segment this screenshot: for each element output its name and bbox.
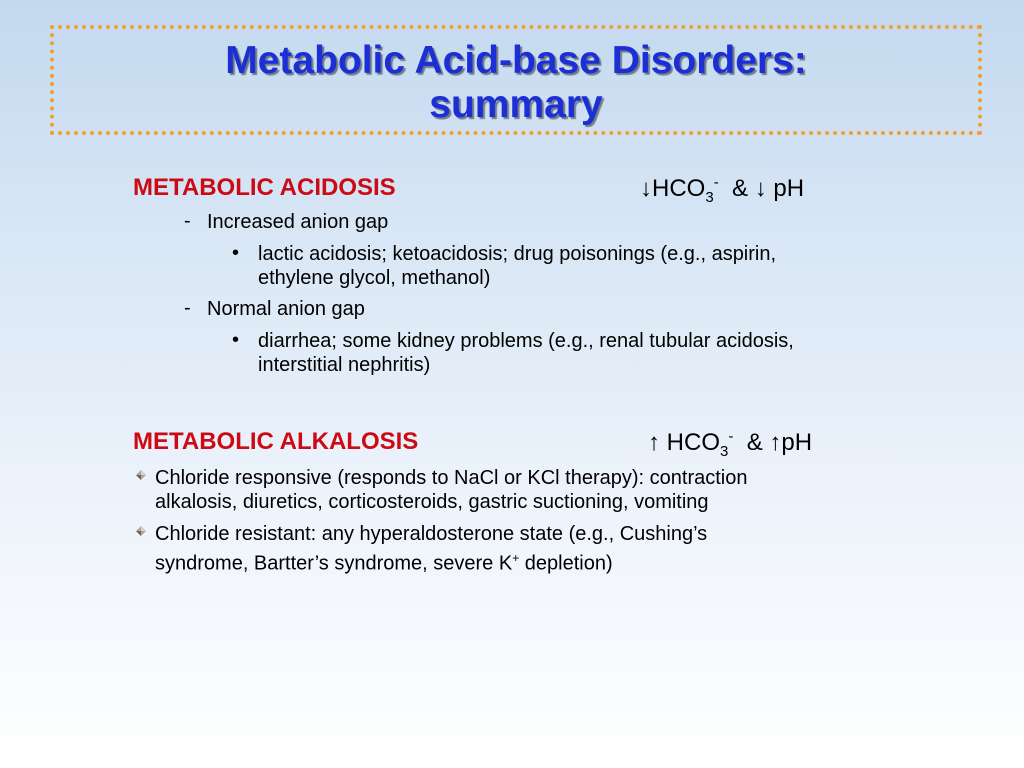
acidosis-formula <box>640 174 804 206</box>
alkalosis-bullet-2-line-1: Chloride resistant: any hyperaldosterone state (e.g., Cushing’s <box>155 523 708 545</box>
dash-bullet: - <box>184 297 191 319</box>
title-box <box>50 25 982 135</box>
acidosis-item-1-detail-1: lactic acidosis; ketoacidosis; drug poisonings (e.g., aspirin, <box>258 243 777 265</box>
acidosis-item-2-label: Normal anion gap <box>207 298 365 320</box>
alkalosis-ph: pH <box>781 429 813 456</box>
alkalosis-bullet-2-text-end: depletion) <box>519 552 613 575</box>
alkalosis-hco3: HCO <box>666 429 721 456</box>
acidosis-item-1-detail-2: ethylene glycol, methanol) <box>258 267 491 289</box>
acidosis-arrow-ph: ↓ <box>754 175 767 202</box>
acidosis-arrow-hco3: ↓ <box>640 175 652 202</box>
diamond-bullet-icon <box>136 526 146 536</box>
alkalosis-arrow-hco3: ↑ <box>648 429 660 456</box>
alkalosis-hco3-sup: - <box>728 428 734 445</box>
alkalosis-bullet-2-text: syndrome, Bartter’s syndrome, severe K <box>155 552 513 575</box>
alkalosis-heading: METABOLIC ALKALOSIS <box>133 428 419 455</box>
alkalosis-bullet-1-line-1: Chloride responsive (responds to NaCl or KCl therapy): contraction <box>155 467 748 489</box>
slide-title <box>54 39 978 127</box>
alkalosis-amp: & <box>746 429 763 456</box>
acidosis-hco3-sup: - <box>713 174 719 191</box>
alkalosis-arrow-ph: ↑ <box>769 429 782 456</box>
acidosis-item-2-detail-1: diarrhea; some kidney problems (e.g., renal tubular acidosis, <box>258 330 794 352</box>
alkalosis-hco3-sub: 3 <box>720 442 729 460</box>
alkalosis-bullet-1-line-2: alkalosis, diuretics, corticosteroids, gastric suctioning, vomiting <box>155 491 709 513</box>
acidosis-item-2-detail-2: interstitial nephritis) <box>258 354 431 376</box>
acidosis-ph: pH <box>773 175 805 202</box>
title-line-1: Metabolic Acid-base Disorders: <box>225 39 807 82</box>
dot-bullet: • <box>232 329 240 351</box>
acidosis-amp: & <box>732 175 749 202</box>
diamond-bullet-icon <box>136 470 146 480</box>
title-line-2: summary <box>429 83 603 126</box>
acidosis-heading: METABOLIC ACIDOSIS <box>133 174 396 201</box>
dash-bullet: - <box>184 210 191 232</box>
alkalosis-bullet-2-line-2 <box>155 546 613 576</box>
alkalosis-formula <box>648 428 812 460</box>
acidosis-hco3-sub: 3 <box>705 188 714 206</box>
dot-bullet: • <box>232 242 240 264</box>
acidosis-item-1-label: Increased anion gap <box>207 211 389 233</box>
potassium-charge: + <box>512 551 520 565</box>
acidosis-hco3: HCO <box>652 175 706 202</box>
